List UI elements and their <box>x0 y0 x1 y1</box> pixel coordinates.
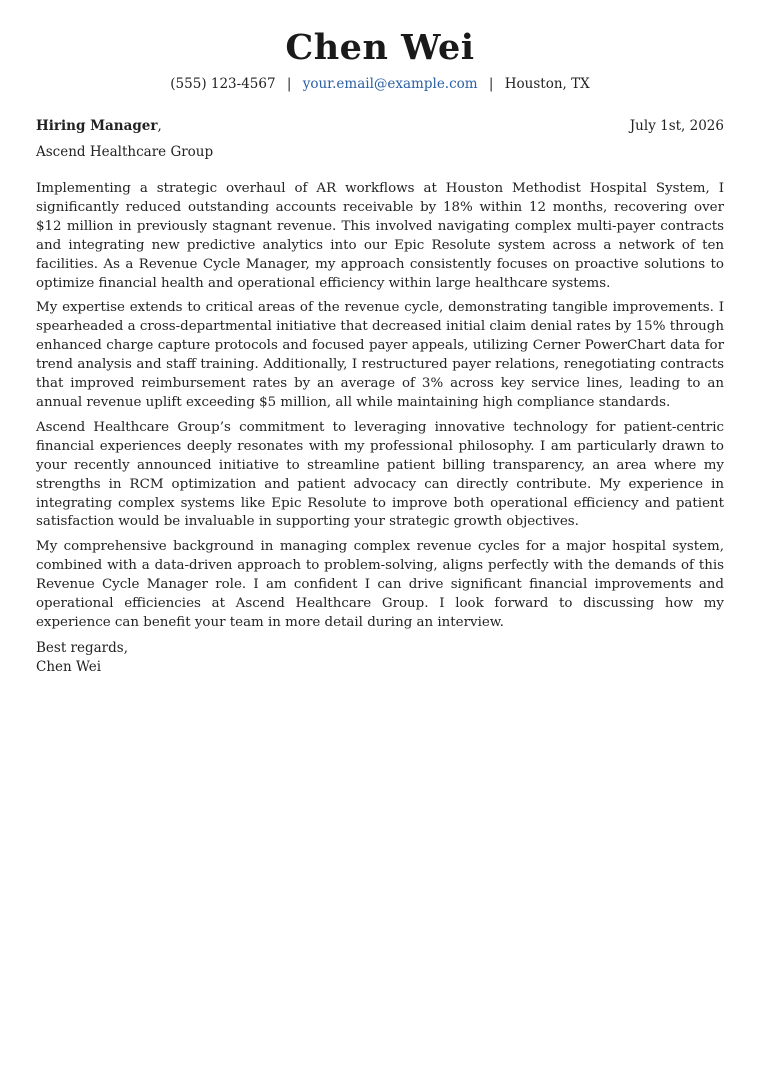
body-paragraph: Ascend Healthcare Group’s commitment to leveraging innovative technology for patient-centric financial experiences deeply resonates with my professional philosophy. I am particularly drawn to your recently announced initiative to streamline patient billing transparency, an area where my strengths in RCM optimization and patient advocacy can directly contribute. My experience in integrating complex systems like Epic Resolute to improve both operational efficiency and patient satisfaction would be invaluable in supporting your strategic growth objectives. <box>36 419 724 530</box>
contact-separator: | <box>286 76 292 92</box>
body-paragraph: Implementing a strategic overhaul of AR workflows at Houston Methodist Hospital System, I significantly reduced outstanding accounts receivable by 18% within 12 months, recovering over $12 million in previously stagnant revenue. This involved navigating complex multi-payer contracts and integrating new predictive analytics into our Epic Resolute system across a network of ten facilities. As a Revenue Cycle Manager, my approach consistently focuses on proactive solutions to optimize financial health and operational efficiency within large healthcare systems. <box>36 181 724 291</box>
applicant-name: Chen Wei <box>285 27 475 68</box>
letter-body <box>36 180 724 633</box>
recipient-company: Ascend Healthcare Group <box>36 144 214 160</box>
location: Houston, TX <box>504 76 590 92</box>
recipient-block <box>36 116 162 136</box>
contact-separator: | <box>488 76 494 92</box>
recipient-comma: , <box>157 118 162 134</box>
recipient-row <box>36 116 724 136</box>
closing-block <box>36 639 724 677</box>
closing-salutation: Best regards, <box>36 639 129 656</box>
body-paragraph: My comprehensive background in managing complex revenue cycles for a major hospital system, combined with a data-driven approach to problem-solving, aligns perfectly with the demands of this Revenue Cycle Manager role. I am confident I can drive significant financial improvements and operational efficiencies at Ascend Healthcare Group. I look forward to discussing how my experience can benefit your team in more detail during an interview. <box>36 539 724 630</box>
body-paragraph: My expertise extends to critical areas of the revenue cycle, demonstrating tangible improvements. I spearheaded a cross-departmental initiative that decreased initial claim denial rates by 15% through enhanced charge capture protocols and focused payer appeals, utilizing Cerner PowerChart data for trend analysis and staff training. Additionally, I restructured payer relations, renegotiating contracts that improved reimbursement rates by an average of 3% across key service lines, leading to an annual revenue uplift exceeding $5 million, all while maintaining high compliance standards. <box>36 300 724 410</box>
recipient-name: Hiring Manager <box>36 118 158 134</box>
email-link[interactable]: your.email@example.com <box>302 76 478 92</box>
letter-date: July 1st, 2026 <box>629 118 724 134</box>
signature-name: Chen Wei <box>36 658 102 675</box>
phone-number: (555) 123-4567 <box>170 76 276 92</box>
contact-line <box>36 74 724 94</box>
